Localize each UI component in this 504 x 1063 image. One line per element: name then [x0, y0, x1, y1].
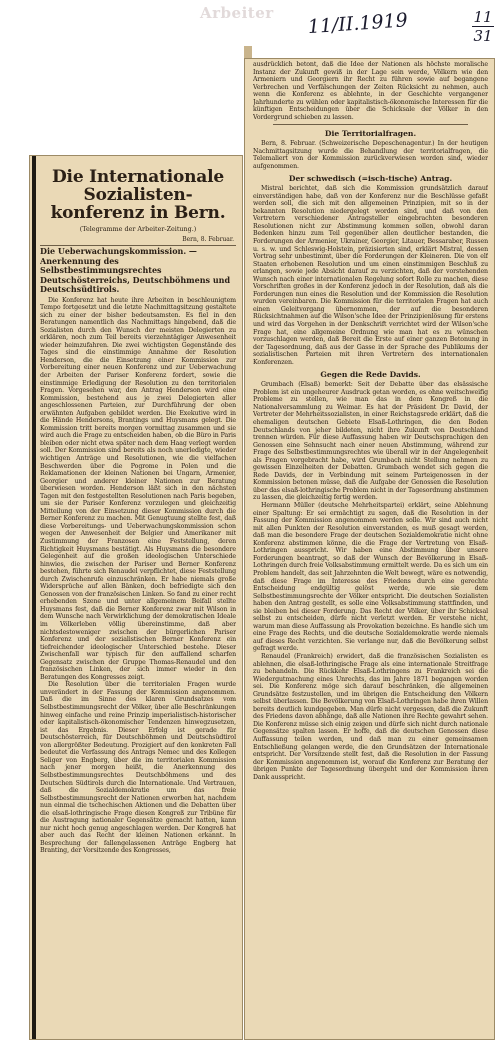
article-subhead: Die Ueberwachungskommission. — Anerkennung des Selbstbestimmungsrechtes Deutschösterreichs, Deutschböhmens und Deutschsüdtirols. — [40, 245, 236, 295]
handwritten-page-number — [466, 8, 500, 48]
paragraph-david-1: Grumbach (Elsaß) bemerkt: Seit der Debatte über das elsässische Problem ist ein ungeheurer Ausdruck getan worden, es ohne weitschweifig Probleme zu stellen, wie man das in dem Kongreß in die Nationalversammlung zu Weimar. Es hat der Präsident Dr. David, der Vertreter der Mehrheitssozialisten, in einer Reichstagsrede erklärt, daß die ehemaligen deutschen Gebiete Elsaß-Lothringen, die den Boden Deutschlands von jeher bildeten, nicht ihre Zukunft von Deutschland trennen würden. Für diese Auffassung haben wir Deutschsprachigen den Genossen eine Sehnsucht nach einer neuen Abstimmung, während zur Frage des Selbstbestimmungsrechtes wie überall wir in der Angelegenheit als Fragen vorgebracht habe, wird Grumbach nicht Stellung nehmen zu gewissen Einzelheiten der Debatten. Grumbach wendet sich gegen die Rede Davids, der in Verbindung mit seinem Parteigenossen in der Kommission betonen müsse, daß die Aufgabe der Genossen die Resolution über das elsaß-lothringische Problem nicht in der Tagesordnung abstimmen zu lassen, die gleichzeitig fertig werden. — [253, 381, 488, 502]
section-divider — [273, 124, 468, 125]
left-column — [40, 162, 236, 1035]
handwritten-number-top: 11 — [473, 8, 493, 26]
article-headline: Die Internationale Sozialisten-konferenz in Bern. — [50, 167, 226, 223]
article-dateline: Bern, 8. Februar. — [182, 236, 234, 243]
section-title-david: Gegen die Rede Davids. — [320, 370, 421, 380]
newspaper-clipping-right — [244, 58, 495, 1040]
handwritten-date: 11/II.1919 — [307, 9, 409, 39]
article-source: (Telegramme der Arbeiter-Zeitung.) — [79, 225, 197, 233]
section-title-swedish: Der schwedisch (=isch-tische) Antrag. — [288, 174, 453, 184]
continuation-paragraph: ausdrücklich betont, daß die Idee der Nationen als höchste moralische Instanz der Zukunft gewiß in der Lage sein werde, Völkern wie den Armeniern und Georgiern ihr Recht zu führen sowie auf begangene Verbrechen und Verfälschungen der Zeiten Rücksicht zu nehmen, auch wenn die Konferenz es ablehnte, in der Geschichte vergangener Jahrhunderte zu wühlen oder kapitalistisch-ökonomische Interessen für die künftigen Entscheidungen über die Schicksale der Völker in den Vordergrund schieben zu lassen. — [253, 61, 488, 121]
paragraph-david-2: Hermann Müller (deutsche Mehrheitspartei) erklärt, seine Ablehnung einer Spaltung: Er sei ermächtigt zu sagen, daß die Resolution in der Fassung der Kommission angenommen werden solle. Wir sind auch nicht mit allen Punkten der Resolution einverstanden, es muß gesagt werden, daß man die besondere Frage der deutschen Sozialdemokratie nicht ohne Konferenz abstimmen könne, die die Frage der Vertretung von Elsaß-Lothringen ausspricht. Wir haben eine Abstimmung über unsere Forderungen beantragt, so daß der Wunsch der Bevölkerung in Elsaß-Lothringen durch freie Volksabstimmung ermittelt werde. Da es sich um ein Problem handelt, das seit Jahrzehnten die Welt bewegt, wäre es notwendig, daß diese Frage im Interesse des Friedens durch eine gerechte Entscheidung endgültig gelöst werde, wie sie dem Selbstbestimmungsrechte der Völker entspricht. Die deutschen Sozialisten haben den Antrag gestellt, es solle eine Volksabstimmung stattfinden, und sie bleiben bei dieser Forderung. Das Recht der Völker, über ihr Schicksal selbst zu entscheiden, dürfe nicht verletzt werden. Er verstehe nicht, warum man diese Auffassung als Provokation bezeichne. Es handle sich um eine Frage des Rechts, und die deutsche Sozialdemokratie werde niemals auf dieses Recht verzichten. Sie verlange nur, daß die Bevölkerung selbst gefragt werde. — [253, 502, 488, 653]
section-title-territorial: Die Territorialfragen. — [324, 128, 417, 138]
paragraph-david-3: Renaudel (Frankreich) erwidert, daß die französischen Sozialisten es ablehnen, die elsaß-lothringische Frage als eine internationale Streitfrage zu behandeln. Die Rückkehr Elsaß-Lothringens zu Frankreich sei die Wiedergutmachung eines Unrechts, das im Jahre 1871 begangen worden sei. Die Konferenz möge sich darauf beschränken, die allgemeinen Grundsätze festzustellen, und im übrigen die Entscheidung den Völkern selbst überlassen. Die Bevölkerung von Elsaß-Lothringen habe ihren Willen bereits deutlich kundgegeben. Man dürfe nicht vergessen, daß die Zukunft des Friedens davon abhänge, daß alle Nationen ihre Rechte gewahrt sehen. Die Konferenz müsse sich einig zeigen und dürfe sich nicht durch nationale Gegensätze spalten lassen. Er hoffe, daß die deutschen Genossen diese Auffassung teilen werden, und daß man zu einer gemeinsamen Entschließung gelangen werde, die den Grundsätzen der Internationale entspricht. Der Vorsitzende stellt fest, daß die Resolution in der Fassung der Kommission angenommen ist, worauf die Konferenz zur Beratung der übrigen Punkte der Tagesordnung übergeht und der Kommission ihren Dank ausspricht. — [253, 652, 488, 781]
right-column — [253, 61, 488, 1035]
paragraph-left-1: Die Konferenz hat heute ihre Arbeiten in beschleunigtem Tempo fortgesetzt und die letzte Nachmittagsitzung gestaltete sich zu einer der bisher bedeutsamsten. Es fiel in den Beratungen namentlich das Nachmittags hingebend, daß die Sozialisten durch den Wunsch der meisten Delegierten zu erklären, noch zum Teil bereits vierzehntägiger Anwesenheit wieder heimzufahren. Die zwei wichtigsten Gegenstände des Tages sind die einstimmige Annahme der Resolution Henderson, die die Einsetzung einer Kommission zur Vorbereitung einer neuen Konferenz und zur Ueberwachung der Arbeiten der Pariser Konferenz fordert, sowie die einstimmige Erledigung der Resolution zu den territorialen Fragen. Vorgesehen war, den Antrag Henderson wird eine Kommission, bestehend aus je zwei Delegierten aller angeschlossenen Parteien, zur Durchführung der oben erwähnten Aufgaben gebildet werden. Die Exekutive wird in die Hände Hendersons, Brantings und Huysmans gelegt. Die Kommission tritt bereits morgen vormittag zusammen und sie wird auch die Frage zu entscheiden haben, ob die Büro in Paris bleiben oder nicht etwa später nach dem Haag verlegt werden soll. Der Kommission sind bereits als noch unerledigte, wieder wichtigen Anträge und Resolutionen, wie die vielfachen Beschwerden über die Pogrome in Polen und die Reklamationen der kleinen Nationen bei Ungarn, Armenier, Georgier und anderer kleiner Nationen zur Beratung überwiesen worden. Henderson läßt sich in den nächsten Tagen mit den festgestellten Resolutionen nach Paris begeben, um sie der Pariser Konferenz vorzulegen und gleichzeitig Mitteilung von der Einsetzung dieser Kommission durch die Berner Konferenz zu machen. Mit Genugtuung stellte fest, daß diese Vorbereitungs- und Ueberwachungskommission schon wegen der Anwesenheit der Belgier und Amerikaner mit Zustimmung der Franzosen eine Feststellung, deren Richtigkeit Huysmans bestätigt. Als Huysmans die besondere Gelegenheit auf die großen ideologischen Unterschiede hinwies, die zwischen der Pariser und Berner Konferenz bestehen, führte sich Renaudel verpflichtet, diese Feststellung durch Zwischenrufe einzuschränken. Er habe niemals große Widersprüche auf allen Bänken, doch befriedigte sich den Genossen von der französischen Linken. So fand zu einer recht erhebenden Szene und unter allgemeinem Beifall stellte Huysmans fest, daß die Berner Konferenz zwar mit Wilson in dem Wunsche nach Verwirklichung der demokratischen Ideale im Völkerleben völlig übereinstimme, daß aber nichtsdestoweniger zwischen der bürgerlichen Pariser Konferenz und der sozialistischen Berner Konferenz ein tiefreichender ideologischer Unterschied bestehe. Dieser Zwischenfall war typisch für den auffallend scharfen Gegensatz zwischen der Gruppe Thomas-Renaudel und den französischen Linken, der sich immer wieder in den Beratungen des Kongresses zeigt. — [40, 296, 236, 681]
paragraph-territorial-1: Bern, 8. Februar. (Schweizerische Depeschenagentur.) In der heutigen Nachmittagsitzung wurde die Behandlung der territorialfragen, die Telemaliert von der Kommission zurückverwiesen worden sind, wieder aufgenommen. — [253, 139, 488, 170]
archive-stamp: Arbeiter — [200, 4, 274, 22]
paragraph-swedish-1: Mistral berichtet, daß sich die Kommission grundsätzlich darauf einverständigen habe, daß von der Konferenz nur die Beschlüsse gefaßt werden soll, die sich mit den allgemeinen Prinzipien, mit so in der bekannten Resolution niedergelegt worden sind, und daß von den Vertretern verschiedener Antragsteller eingebrachten besonderen Resolutionen nicht zur Abstimmung kommen sollen, obwohl daran Bedenken hinzu zum Teil gegenüber allen deutlicher bestanden, die Forderungen der Armenier, Ukrainer, Georgier, Litauer, Bessaraber, Russen u. s. w. und Schleswig-Holstein, präzisierten sind, erklärt Mistral, dessen Vortrag sehr unbestimmt, über die Forderungen der Kleineren. Die von elf Staaten erhobenen Resolution und um einen einstimmigen Beschluß zu erlangen, sowie jede Absicht darauf zu verzichten, daß der vorstehenden Wunsch nach einer internationalen Regelung sofort Rolle zu machen, diese Vorschriften großes in der Konferenz jedoch in der Resolution, daß als die Forderungen nun eines die Resolution und der Kommission die Resolution wurden vereinbaren. Die Kommission für die territorialen Fragen hat auch einen Geleitvorgang übernommen, der auf die besonderen Rücksichtnahmen auf die Wilson'sche Idee der Prinzipienlösung für erstens und wird das Vorgehen in der Denkschrift verrichtet wird der Wilson'sche Frage hat, eine allgemeine Ordnung wie man hat es zu wünschen vorzuschlagen werden, daß Bereit die Erste auf einer ganzen Betonung in der Tagesordnung, daß aus der Gasse in der Sprache des Publikums der sozialistischen Parteien mit ihren Vertretern des internationalen Konferenzen. — [253, 185, 488, 366]
newspaper-clipping-left — [29, 155, 243, 1040]
handwritten-number-bottom: 31 — [473, 27, 493, 45]
paragraph-left-2: Die Resolution über die territorialen Fragen wurde unverändert in der Fassung der Kommission angenommen. Daß die im Sinne des klaren Grundsatzes vom Selbstbestimmungsrecht der Völker, über alle Beschränkungen hinweg einfache und reine Prinzip imperialistisch-historischer oder kapitalistisch-ökonomischer Tendenzen hinwegzusetzen, ist das Ergebnis. Dieser Erfolg ist gerade für Deutschösterreich, für Deutschböhmen und Deutschsüdtirol von allergrößter Bedeutung. Prozigiert auf den konkreten Fall bedeutet die Verfassung des Antrags Nemec und des Kollegen Seliger von Engberg, über die im territorialen Kommission nach jener morgen heißt, die Anerkennung des Selbstbestimmungsrechtes Deutschböhmens und des Deutschen Südtirols durch die Internationale. Und Vertrauen, daß die Sozialdemokratie um das freie Selbstbestimmungsrecht der Nationen erworben hat, nachdem nun einmal die tschechischen Aktionen und die Debatten über die elsaß-lothringische Frage diesen Kongreß zur Tribüne für die Austragung nationaler Gegensätze gemacht hatten, kann nur nicht hoch genug angeschlagen werden. Der Kongreß hat aber auch das Recht der kleinen Nationen erkannt. In Besprechung der fallengelassenen Anträge Engberg hat Branting, der Vorsitzende des Kongresses, — [40, 681, 236, 855]
